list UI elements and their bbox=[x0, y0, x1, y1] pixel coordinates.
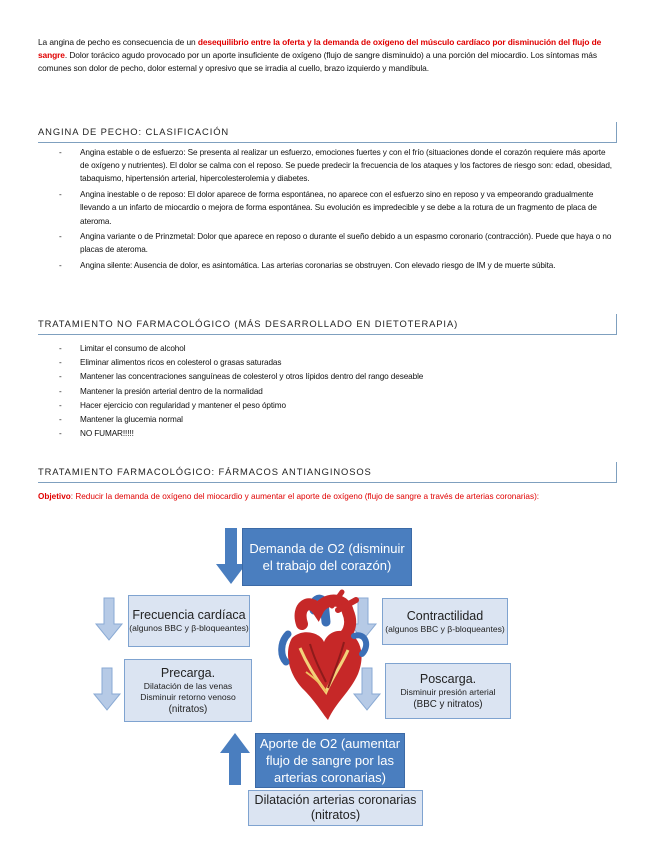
arrow-down-light-icon bbox=[96, 598, 122, 640]
precarga-note: (nitratos) bbox=[168, 703, 208, 715]
dilatacion-box bbox=[248, 790, 423, 826]
frecuencia-title: Frecuencia cardíaca bbox=[132, 608, 246, 622]
list-item: - Angina inestable o de reposo: El dolor aparece de forma espontánea, no aparece con el esfuerzo sino en reposo y va empeorando gradualmente llevando a un infarto de miocardio o mejora de forma espontánea. Su evolución es impredecible y se debe a la rotura de un fragmento de placa de ateroma. bbox=[56, 188, 616, 228]
arrow-down-light-icon bbox=[94, 668, 120, 710]
contractilidad-box bbox=[382, 598, 508, 645]
list-item: - Limitar el consumo de alcohol bbox=[56, 342, 616, 355]
intro-text-end: . Dolor torácico agudo provocado por un aporte insuficiente de oxígeno (flujo de sangre disminuido) a una porción del miocardio. Los síntomas más comunes son dolor de pecho, dolor esternal y opresivo que se irradia al cuello, brazo izquierdo y mandíbula. bbox=[38, 50, 597, 73]
poscarga-title: Poscarga. bbox=[419, 671, 477, 686]
frecuencia-sub: (algunos BBC y β-bloqueantes) bbox=[129, 623, 249, 633]
objective-text: : Reducir la demanda de oxígeno del miocardio y aumentar el aporte de oxígeno (flujo de sangre a través de arterias coronarias): bbox=[70, 492, 540, 501]
section-heading-clasificacion: ANGINA DE PECHO: CLASIFICACIÓN bbox=[38, 126, 617, 143]
intro-paragraph bbox=[38, 36, 623, 75]
intro-highlight: desequilibrio entre la oferta y la demanda de oxígeno del músculo cardíaco por disminución del flujo de sangre bbox=[38, 37, 602, 60]
precarga-sub: Dilatación de las venas Disminuir retorno venoso bbox=[140, 680, 236, 702]
objective-label: Objetivo bbox=[38, 492, 71, 501]
arrow-up-dark-icon bbox=[220, 733, 250, 785]
list-item: - Mantener las concentraciones sanguíneas de colesterol y otros lípidos dentro del rango deseable bbox=[56, 370, 616, 383]
section-heading-no-farmacologico: TRATAMIENTO NO FARMACOLÓGICO (MÁS DESARROLLADO EN DIETOTERAPIA) bbox=[38, 318, 617, 335]
contractilidad-sub: (algunos BBC y β-bloqueantes) bbox=[385, 623, 505, 634]
list-item: - Angina estable o de esfuerzo: Se presenta al realizar un esfuerzo, emociones fuertes y con el frío (situaciones donde el corazón requiere más aporte de oxígeno y nutrientes). El dolor se calma con el reposo. Se puede predecir la frecuencia de los ataques y los factores de riesgo son: edad, obesidad, tabaquismo, hipertensión arterial, hipercolesterolemia y diabetes. bbox=[56, 146, 616, 186]
intro-text-start: La angina de pecho es consecuencia de un bbox=[38, 37, 198, 47]
dilatacion-text: Dilatación arterias coronarias (nitratos) bbox=[254, 793, 417, 822]
section-heading-farmacologico: TRATAMIENTO FARMACOLÓGICO: FÁRMACOS ANTIANGINOSOS bbox=[38, 466, 617, 483]
list-item: - NO FUMAR!!!!! bbox=[56, 427, 616, 440]
list-item: - Hacer ejercicio con regularidad y mantener el peso óptimo bbox=[56, 399, 616, 412]
list-item: - Eliminar alimentos ricos en colesterol o grasas saturadas bbox=[56, 356, 616, 369]
clasificacion-list bbox=[56, 146, 616, 275]
no-farmacologico-list bbox=[56, 342, 616, 441]
precarga-title: Precarga. bbox=[160, 665, 216, 680]
demanda-box: Demanda de O2 (disminuir el trabajo del corazón) bbox=[242, 528, 412, 586]
frecuencia-box bbox=[128, 595, 250, 647]
contractilidad-title: Contractilidad bbox=[406, 608, 484, 623]
list-item: - Mantener la presión arterial dentro de la normalidad bbox=[56, 385, 616, 398]
list-item: - Mantener la glucemia normal bbox=[56, 413, 616, 426]
poscarga-box bbox=[385, 663, 511, 719]
precarga-box bbox=[124, 659, 252, 722]
poscarga-sub: Disminuir presión arterial bbox=[400, 686, 496, 697]
objective-paragraph bbox=[38, 490, 623, 503]
list-item: - Angina variante o de Prinzmetal: Dolor que aparece en reposo o durante el sueño debido a un espasmo coronario (contracción). Puede que haya o no placas de ateroma. bbox=[56, 230, 616, 256]
aporte-box: Aporte de O2 (aumentar flujo de sangre por las arterias coronarias) bbox=[255, 733, 405, 788]
poscarga-note: (BBC y nitratos) bbox=[413, 698, 483, 710]
arrow-down-light-icon bbox=[354, 668, 380, 710]
list-item: - Angina silente: Ausencia de dolor, es asintomática. Las arterias coronarias se obstruyen. Con elevado riesgo de IM y de muerte súbita. bbox=[56, 259, 616, 272]
